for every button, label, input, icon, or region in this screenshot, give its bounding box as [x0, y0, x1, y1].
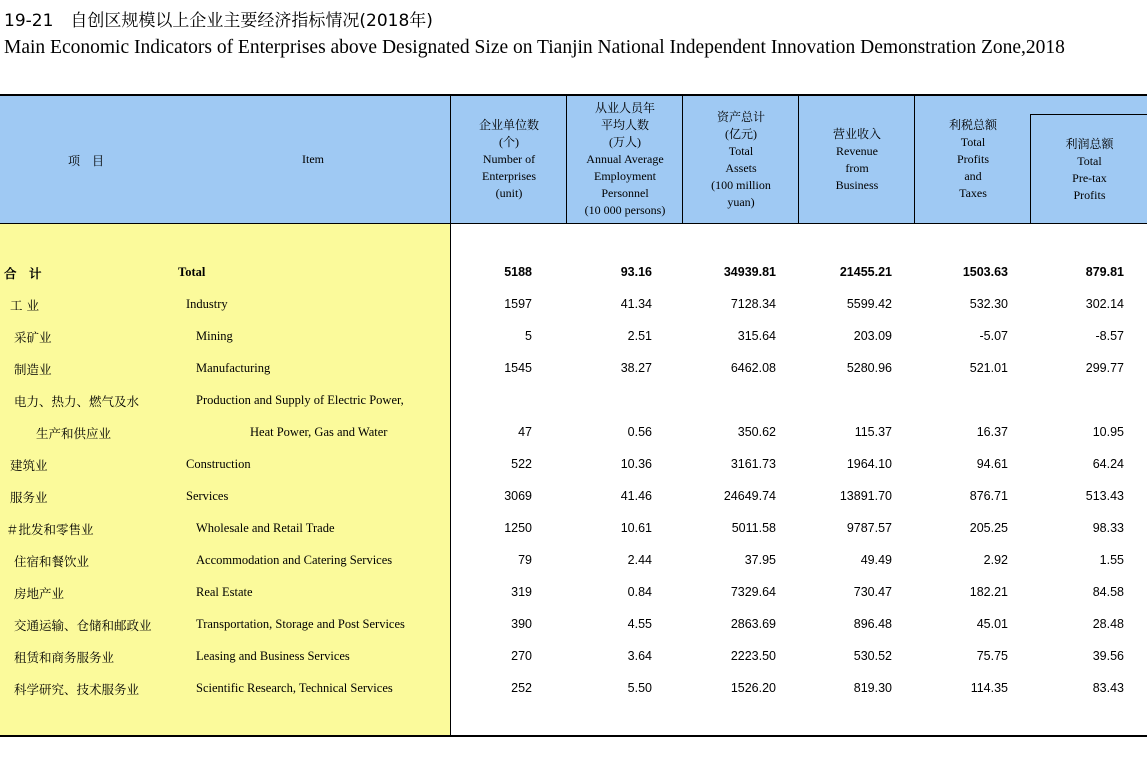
cell-value: 3069 — [504, 489, 532, 503]
table-row — [0, 392, 1147, 424]
row-label-en: Accommodation and Catering Services — [196, 553, 393, 567]
cell-value: 3161.73 — [730, 457, 776, 471]
header-column-line: Assets — [725, 160, 757, 175]
header-column-line: 利润总额 — [1065, 136, 1114, 151]
row-label-cn: ＃批发和零售业 — [6, 522, 94, 537]
header-column-line: and — [964, 169, 982, 183]
table-row — [0, 424, 1147, 456]
header-column-line: Profits — [956, 152, 989, 166]
table-row — [0, 328, 1147, 360]
table-bottom-rule — [0, 735, 1147, 737]
cell-value: 522 — [511, 457, 532, 471]
header-column-line: Annual Average — [586, 152, 664, 166]
cell-value: 1545 — [504, 361, 532, 375]
row-label-en: Production and Supply of Electric Power, — [196, 393, 404, 407]
cell-value: 98.33 — [1092, 521, 1124, 535]
header-column-line: Total — [1077, 153, 1102, 168]
row-label-cn: 制造业 — [14, 362, 52, 377]
header-column-line: (亿元) — [724, 126, 757, 141]
table-row — [0, 584, 1147, 616]
cell-value: 2863.69 — [730, 617, 776, 631]
row-label-en: Leasing and Business Services — [196, 649, 350, 663]
cell-value: 203.09 — [853, 329, 892, 343]
row-label-cn: 建筑业 — [10, 458, 48, 473]
cell-value: 1250 — [504, 521, 532, 535]
row-label-en: Transportation, Storage and Post Services — [196, 617, 405, 631]
header-column-line: Employment — [594, 169, 656, 183]
header-column-4 — [798, 96, 915, 223]
cell-value: 5280.96 — [846, 361, 892, 375]
row-label-cn: 住宿和餐饮业 — [14, 554, 90, 569]
header-column-line: Taxes — [959, 186, 987, 200]
header-column-2 — [566, 96, 683, 223]
header-column-line: (个) — [498, 135, 519, 149]
cell-value: 5.50 — [627, 681, 652, 695]
cell-value: 7128.34 — [730, 297, 776, 311]
table-row — [0, 360, 1147, 392]
header-column-line: Number of — [482, 152, 536, 166]
header-column-3 — [682, 96, 799, 223]
table-row — [0, 616, 1147, 648]
row-label-en: Industry — [186, 297, 228, 311]
header-column-line: Profits — [1073, 187, 1106, 202]
cell-value: 6462.08 — [730, 361, 776, 375]
cell-value: 1597 — [504, 297, 532, 311]
cell-value: 39.56 — [1092, 649, 1124, 663]
table-row — [0, 552, 1147, 584]
row-label-cn: 生产和供应业 — [36, 426, 112, 441]
cell-value: 879.81 — [1085, 265, 1124, 279]
cell-value: 1503.63 — [962, 265, 1008, 279]
header-column-line: 平均人数 — [600, 118, 649, 132]
header-column-line: from — [845, 160, 869, 175]
cell-value: 2223.50 — [730, 649, 776, 663]
cell-value: 115.37 — [854, 425, 892, 439]
cell-value: 1964.10 — [846, 457, 892, 471]
table-title-english: Main Economic Indicators of Enterprises above Designated Size on Tianjin National Independent Innovation Demonstration Zone,2018 — [4, 37, 1065, 58]
cell-value: 532.30 — [969, 297, 1008, 311]
header-column-line: Revenue — [836, 143, 878, 158]
row-label-cn: 交通运输、仓储和邮政业 — [14, 618, 152, 633]
header-column-1 — [450, 96, 567, 223]
row-label-en: Services — [186, 489, 229, 503]
table-title-chinese: 19-21 自创区规模以上企业主要经济指标情况(2018年) — [4, 11, 433, 31]
row-label-cn: 科学研究、技术服务业 — [14, 682, 140, 697]
cell-value: 819.30 — [853, 681, 892, 695]
table-row — [0, 680, 1147, 712]
cell-value: 21455.21 — [839, 265, 892, 279]
header-column-line: Pre-tax — [1072, 170, 1107, 185]
cell-value: 2.51 — [627, 329, 652, 343]
cell-value: 299.77 — [1085, 361, 1124, 375]
table-row — [0, 456, 1147, 488]
header-column-line: (万人) — [609, 135, 641, 149]
cell-value: 513.43 — [1085, 489, 1124, 503]
row-label-cn: 合 计 — [4, 266, 42, 281]
data-table — [0, 94, 1147, 737]
cell-value: 1.55 — [1099, 553, 1124, 567]
cell-value: 16.37 — [976, 425, 1008, 439]
row-label-cn: 工 业 — [10, 298, 39, 313]
cell-value: 270 — [511, 649, 532, 663]
cell-value: 5599.42 — [846, 297, 892, 311]
cell-value: 730.47 — [853, 585, 892, 599]
cell-value: 302.14 — [1085, 297, 1124, 311]
cell-value: 47 — [518, 425, 532, 439]
cell-value: 9787.57 — [846, 521, 892, 535]
cell-value: 114.35 — [970, 681, 1008, 695]
cell-value: 205.25 — [969, 521, 1008, 535]
cell-value: 41.46 — [620, 489, 652, 503]
row-label-cn: 房地产业 — [14, 586, 65, 601]
row-label-en: Heat Power, Gas and Water — [250, 425, 388, 439]
cell-value: 94.61 — [976, 457, 1008, 471]
cell-value: 34939.81 — [723, 265, 776, 279]
header-item-en: Item — [302, 152, 324, 166]
header-column-5 — [914, 96, 1031, 223]
cell-value: 24649.74 — [723, 489, 776, 503]
row-label-cn: 租赁和商务服务业 — [14, 650, 115, 665]
cell-value: 0.56 — [627, 425, 652, 439]
cell-value: 49.49 — [860, 553, 892, 567]
cell-value: 319 — [511, 585, 532, 599]
cell-value: 28.48 — [1092, 617, 1124, 631]
table-row — [0, 264, 1147, 296]
cell-value: 45.01 — [976, 617, 1008, 631]
cell-value: 10.36 — [620, 457, 652, 471]
cell-value: 38.27 — [620, 361, 652, 375]
row-label-cn: 电力、热力、燃气及水 — [14, 394, 140, 409]
header-column-line: Business — [835, 177, 879, 192]
cell-value: 64.24 — [1092, 457, 1124, 471]
row-label-cn: 采矿业 — [14, 330, 52, 345]
header-column-line: Personnel — [601, 186, 649, 200]
header-column-line: 资产总计 — [716, 109, 765, 124]
cell-value: 530.52 — [853, 649, 892, 663]
header-column-line: yuan) — [727, 194, 755, 209]
cell-value: 252 — [511, 681, 532, 695]
cell-value: 10.95 — [1092, 425, 1124, 439]
cell-value: 10.61 — [620, 521, 652, 535]
cell-value: 2.92 — [983, 553, 1008, 567]
cell-value: 3.64 — [627, 649, 652, 663]
cell-value: -8.57 — [1095, 329, 1124, 343]
header-item-cn: 项 目 — [68, 154, 105, 168]
cell-value: -5.07 — [979, 329, 1008, 343]
header-column-line: 营业收入 — [832, 126, 881, 141]
table-row — [0, 648, 1147, 680]
cell-value: 521.01 — [969, 361, 1008, 375]
cell-value: 75.75 — [976, 649, 1008, 663]
header-column-6 — [1030, 114, 1147, 224]
header-column-line: Total — [960, 135, 986, 149]
cell-value: 79 — [518, 553, 532, 567]
cell-value: 390 — [511, 617, 532, 631]
header-column-line: 利税总额 — [948, 118, 997, 132]
table-row — [0, 296, 1147, 328]
header-column-line: Total — [728, 143, 754, 158]
header-column-line: Enterprises — [482, 169, 536, 183]
header-column-line: 企业单位数 — [478, 118, 539, 132]
header-column-line: (100 million — [711, 177, 771, 192]
row-label-en: Construction — [186, 457, 251, 471]
header-column-line: (unit) — [495, 186, 523, 200]
cell-value: 2.44 — [627, 553, 652, 567]
cell-value: 41.34 — [620, 297, 652, 311]
cell-value: 83.43 — [1092, 681, 1124, 695]
cell-value: 896.48 — [853, 617, 892, 631]
header-column-line: (10 000 persons) — [584, 203, 666, 217]
cell-value: 4.55 — [627, 617, 652, 631]
cell-value: 182.21 — [969, 585, 1008, 599]
row-label-en: Manufacturing — [196, 361, 271, 375]
cell-value: 37.95 — [744, 553, 776, 567]
cell-value: 93.16 — [620, 265, 652, 279]
cell-value: 84.58 — [1092, 585, 1124, 599]
row-label-en: Total — [178, 265, 206, 279]
table-row — [0, 488, 1147, 520]
header-column-line: 从业人员年 — [594, 101, 655, 115]
cell-value: 13891.70 — [839, 489, 892, 503]
cell-value: 876.71 — [969, 489, 1008, 503]
cell-value: 5011.58 — [731, 521, 776, 535]
row-label-en: Scientific Research, Technical Services — [196, 681, 393, 695]
row-label-en: Mining — [196, 329, 233, 343]
cell-value: 0.84 — [627, 585, 652, 599]
cell-value: 5 — [525, 329, 532, 343]
row-label-cn: 服务业 — [10, 490, 48, 505]
cell-value: 7329.64 — [730, 585, 776, 599]
row-label-en: Wholesale and Retail Trade — [196, 521, 335, 535]
table-row — [0, 520, 1147, 552]
cell-value: 350.62 — [737, 425, 776, 439]
cell-value: 1526.20 — [730, 681, 776, 695]
cell-value: 5188 — [504, 265, 532, 279]
row-label-en: Real Estate — [196, 585, 253, 599]
cell-value: 315.64 — [737, 329, 776, 343]
